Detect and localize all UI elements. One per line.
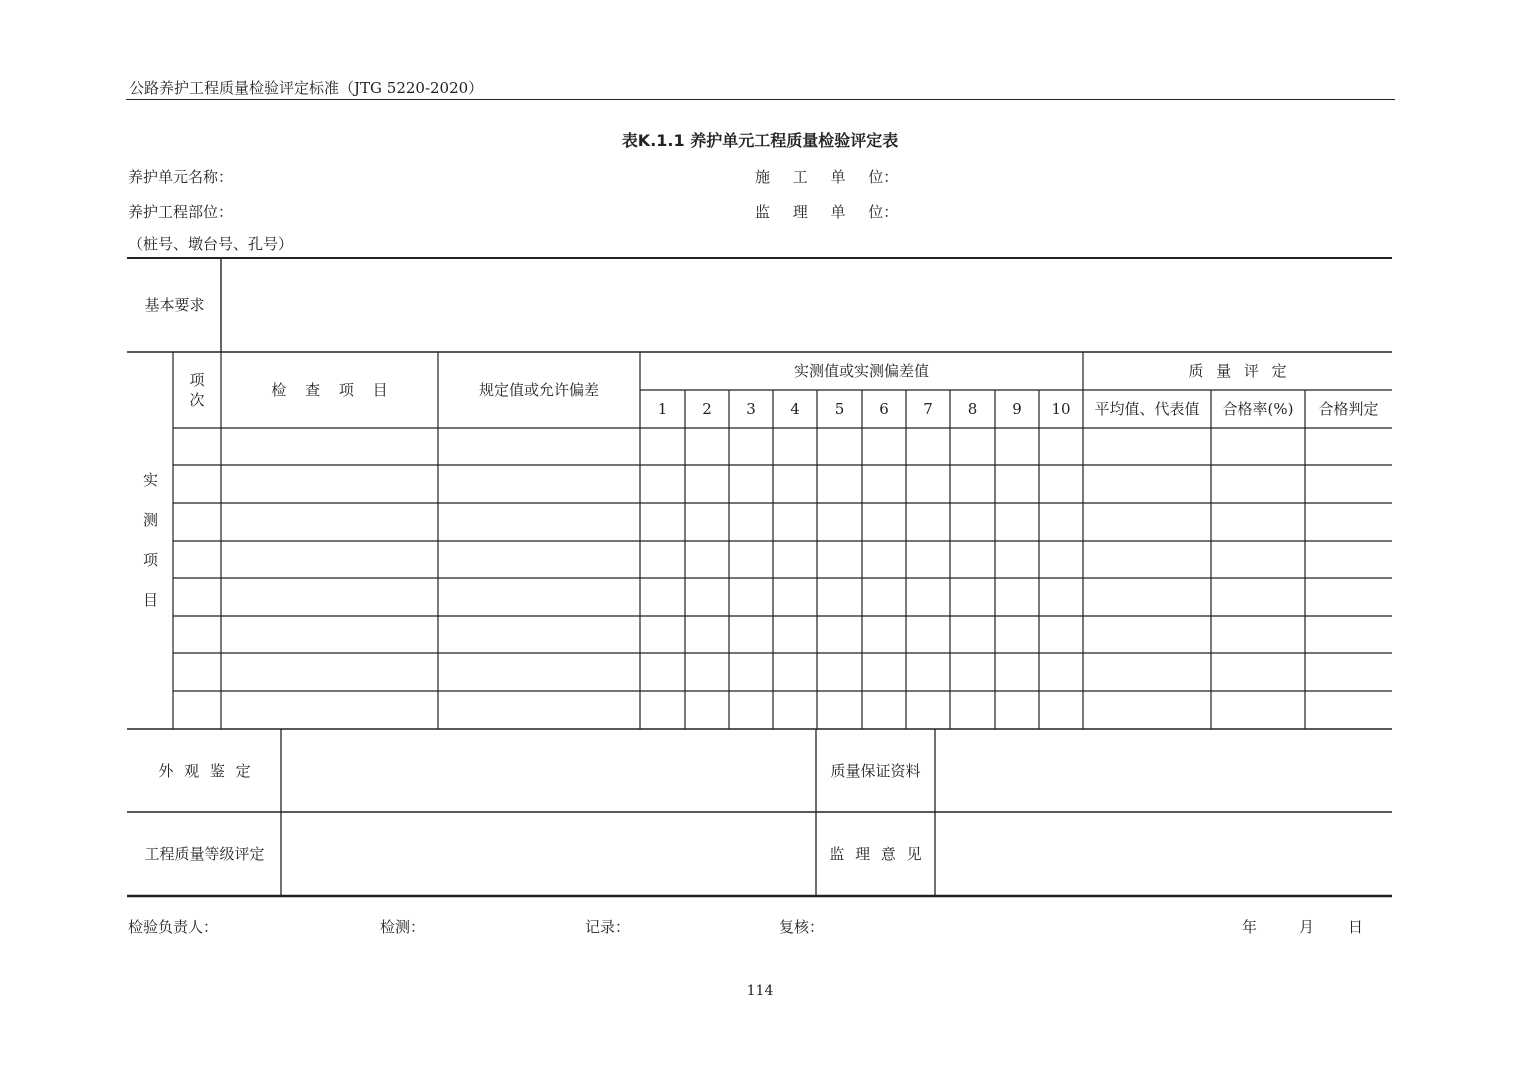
month-label: 月 xyxy=(1299,918,1315,936)
unit-name-label: 养护单元名称： xyxy=(128,168,234,186)
measure-col-header: 2 xyxy=(702,400,712,418)
part-note: （桩号、墩台号、孔号） xyxy=(128,235,294,253)
measure-col-header: 10 xyxy=(1051,400,1071,418)
col-item-no-header xyxy=(173,352,221,428)
col-judge-header: 合格判定 xyxy=(1318,400,1379,418)
measured-items-char: 实 xyxy=(142,471,158,489)
supervision-unit-label: 监 理 单 位： xyxy=(755,203,899,221)
measure-col-header: 6 xyxy=(879,400,889,418)
col-quality-group-header: 质 量 评 定 xyxy=(1188,362,1287,380)
construction-unit-label: 施 工 单 位： xyxy=(755,168,899,186)
measured-items-char: 测 xyxy=(142,511,158,529)
col-spec-header: 规定值或允许偏差 xyxy=(478,381,599,399)
measure-col-header: 7 xyxy=(923,400,933,418)
table-title: 表K.1.1 养护单元工程质量检验评定表 xyxy=(621,131,899,150)
inspector-label: 检验负责人： xyxy=(128,918,219,936)
page-number: 114 xyxy=(746,983,774,999)
measure-col-header: 5 xyxy=(834,400,845,418)
day-label: 日 xyxy=(1348,918,1364,936)
basic-requirements-label: 基本要求 xyxy=(144,296,205,314)
col-check-item-header: 检 查 项 目 xyxy=(271,381,388,399)
measure-col-header: 4 xyxy=(790,400,800,418)
col-measured-group-header: 实测值或实测偏差值 xyxy=(793,362,929,380)
measure-col-header: 3 xyxy=(746,400,756,418)
measure-col-header: 9 xyxy=(1012,400,1022,418)
col-item-no-char: 项 xyxy=(189,371,205,389)
appearance-label: 外 观 鉴 定 xyxy=(158,761,251,780)
recorder-label: 记录： xyxy=(585,918,631,936)
maintenance-part-label: 养护工程部位： xyxy=(128,203,234,221)
measured-items-label xyxy=(128,460,173,620)
running-header: 公路养护工程质量检验评定标准（JTG 5220-2020） xyxy=(129,79,484,97)
tester-label: 检测： xyxy=(380,918,426,936)
quality-docs-label: 质量保证资料 xyxy=(830,761,921,780)
reviewer-label: 复核： xyxy=(779,918,825,936)
col-avg-header: 平均值、代表值 xyxy=(1094,400,1200,418)
measured-items-char: 项 xyxy=(142,551,158,569)
supervision-opinion-label: 监 理 意 见 xyxy=(829,845,922,863)
col-rate-header: 合格率(%) xyxy=(1222,400,1294,418)
measure-col-header: 8 xyxy=(967,400,978,418)
measure-col-header: 1 xyxy=(657,400,668,418)
col-item-no-char: 次 xyxy=(189,391,205,409)
measured-items-char: 目 xyxy=(142,591,158,609)
quality-grade-label: 工程质量等级评定 xyxy=(144,845,265,863)
year-label: 年 xyxy=(1242,918,1258,936)
